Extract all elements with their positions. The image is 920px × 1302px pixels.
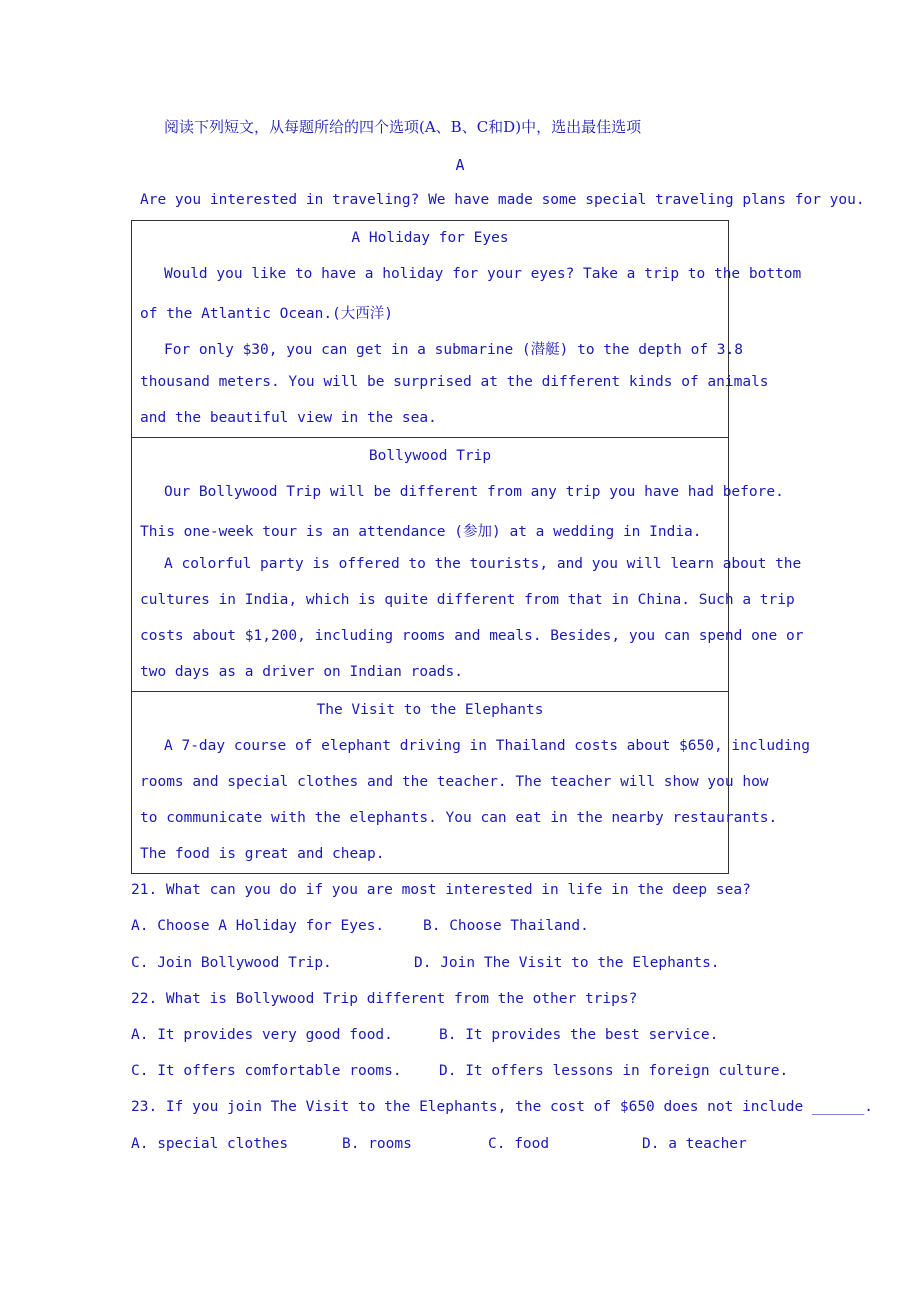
- box-title: A Holiday for Eyes: [351, 230, 509, 246]
- question-22-option-d: D. It offers lessons in foreign culture.: [439, 1063, 789, 1079]
- box-line: cultures in India, which is quite different from that in China. Such a trip: [140, 592, 795, 608]
- question-21-option-d: D. Join The Visit to the Elephants.: [414, 955, 720, 971]
- question-21-option-b: B. Choose Thailand.: [423, 918, 589, 934]
- box-line: A 7-day course of elephant driving in Thailand costs about $650, including: [164, 738, 811, 754]
- box-line: rooms and special clothes and the teacher. The teacher will show you how: [140, 774, 769, 790]
- bollywood-trip-box: [131, 437, 804, 692]
- question-21-option-a: A. Choose A Holiday for Eyes.: [131, 918, 385, 934]
- box-line: and the beautiful view in the sea.: [140, 410, 437, 426]
- box-line: two days as a driver on Indian roads.: [140, 664, 464, 680]
- box-line: Our Bollywood Trip will be different from any trip you have had before.: [164, 484, 784, 500]
- box-line: Would you like to have a holiday for your eyes? Take a trip to the bottom: [164, 266, 802, 282]
- visit-elephants-box: [131, 691, 811, 874]
- question-23-stem: 23. If you join The Visit to the Elephants, the cost of $650 does not include ______.: [131, 1099, 874, 1115]
- instruction-text: 阅读下列短文，从每题所给的四个选项(A、B、C和D)中，选出最佳选项: [164, 118, 642, 136]
- box-line: thousand meters. You will be surprised at the different kinds of animals: [140, 374, 769, 390]
- question-22-option-b: B. It provides the best service.: [439, 1027, 719, 1043]
- intro-text: Are you interested in traveling? We have made some special traveling plans for you.: [140, 192, 865, 208]
- question-23-option-d: D. a teacher: [642, 1136, 747, 1152]
- box-line: to communicate with the elephants. You can eat in the nearby restaurants.: [140, 810, 778, 826]
- question-23-option-c: C. food: [488, 1136, 550, 1152]
- box-line: costs about $1,200, including rooms and meals. Besides, you can spend one or: [140, 628, 804, 644]
- box-line: For only $30, you can get in a submarine (潜艇) to the depth of 3.8: [164, 342, 743, 358]
- box-line: The food is great and cheap.: [140, 846, 385, 862]
- question-21-option-c: C. Join Bollywood Trip.: [131, 955, 332, 971]
- question-21-stem: 21. What can you do if you are most interested in life in the deep sea?: [131, 882, 751, 898]
- box-line: A colorful party is offered to the tourists, and you will learn about the: [164, 556, 802, 572]
- question-23-option-b: B. rooms: [342, 1136, 412, 1152]
- box-title: Bollywood Trip: [368, 448, 492, 464]
- box-line: of the Atlantic Ocean.(大西洋): [140, 306, 394, 322]
- question-22-stem: 22. What is Bollywood Trip different from the other trips?: [131, 991, 638, 1007]
- question-22-option-c: C. It offers comfortable rooms.: [131, 1063, 402, 1079]
- holiday-for-eyes-box: [131, 220, 802, 438]
- question-22-option-a: A. It provides very good food.: [131, 1027, 393, 1043]
- question-23-option-a: A. special clothes: [131, 1136, 289, 1152]
- box-line: This one-week tour is an attendance (参加) at a wedding in India.: [140, 524, 702, 540]
- section-letter: A: [455, 156, 465, 174]
- box-title: The Visit to the Elephants: [316, 702, 544, 718]
